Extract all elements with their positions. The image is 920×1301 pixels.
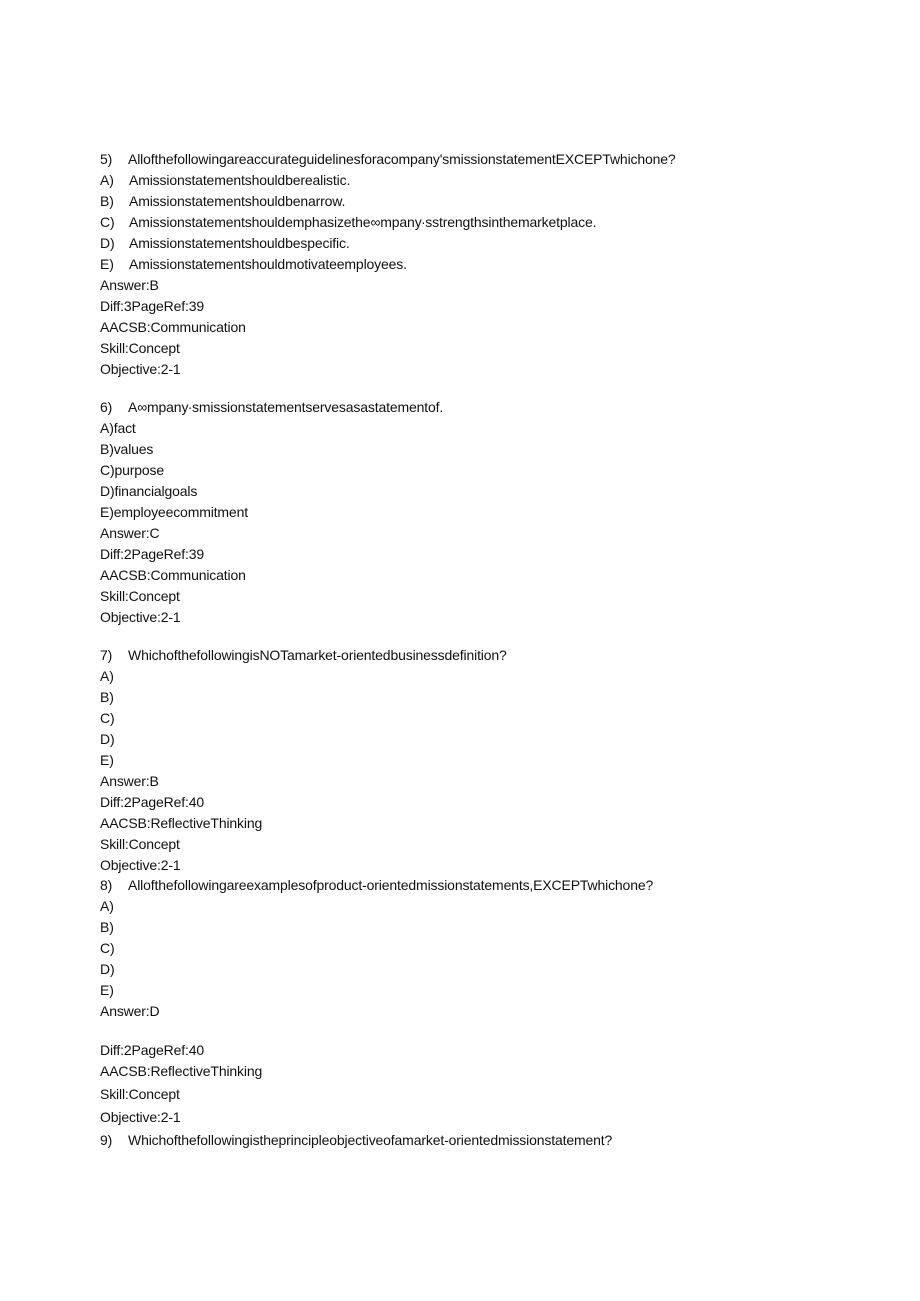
option-text: financialgoals <box>114 483 198 499</box>
option-text: employeecommitment <box>113 504 248 520</box>
skill-line: Skill:Concept <box>100 1086 180 1102</box>
question-text: Allofthefollowingareaccurateguidelinesforacompany'smissionstatementEXCEPTwhichone? <box>128 151 676 167</box>
option-d: D) <box>100 961 115 977</box>
option-letter: B) <box>100 441 114 457</box>
option-a <box>100 171 350 189</box>
option-a <box>100 419 136 437</box>
question-text: WhichofthefollowingisNOTamarket-orientedbusinessdefinition? <box>128 647 507 663</box>
answer-line: Answer:B <box>100 277 159 293</box>
option-d: D) <box>100 731 115 747</box>
question-text: Allofthefollowingareexamplesofproduct-orientedmissionstatements,EXCEPTwhichone? <box>128 877 654 893</box>
aacsb-line: AACSB:ReflectiveThinking <box>100 815 263 831</box>
question-number: 8) <box>100 877 113 893</box>
objective-line: Objective:2-1 <box>100 857 181 873</box>
difficulty-line: Diff:2PageRef:40 <box>100 1042 204 1058</box>
option-b: B) <box>100 919 114 935</box>
option-letter: B) <box>100 193 114 209</box>
option-text: fact <box>113 420 136 436</box>
option-text: Amissionstatementshouldberealistic. <box>129 172 351 188</box>
option-text: purpose <box>114 462 165 478</box>
option-a: A) <box>100 898 114 914</box>
answer-line: Answer:D <box>100 1003 160 1019</box>
question-number: 6) <box>100 399 113 415</box>
option-e: E) <box>100 752 114 768</box>
skill-line: Skill:Concept <box>100 836 180 852</box>
option-letter: E) <box>100 256 114 272</box>
question-6 <box>100 398 443 416</box>
skill-line: Skill:Concept <box>100 588 180 604</box>
option-letter: E) <box>100 504 114 520</box>
difficulty-line: Diff:2PageRef:40 <box>100 794 204 810</box>
option-b <box>100 440 153 458</box>
option-letter: C) <box>100 214 115 230</box>
question-text: A∞mpany∙smissionstatementservesasastatementof. <box>128 399 444 415</box>
question-number: 5) <box>100 151 113 167</box>
skill-line: Skill:Concept <box>100 340 180 356</box>
option-c: C) <box>100 710 115 726</box>
difficulty-line: Diff:3PageRef:39 <box>100 298 204 314</box>
question-number: 9) <box>100 1132 113 1148</box>
objective-line: Objective:2-1 <box>100 361 181 377</box>
option-letter: A) <box>100 172 114 188</box>
option-d <box>100 234 350 252</box>
option-text: Amissionstatementshouldmotivateemployees. <box>129 256 407 272</box>
question-9 <box>100 1131 612 1149</box>
objective-line: Objective:2-1 <box>100 1109 181 1125</box>
option-text: Amissionstatementshouldbenarrow. <box>129 193 346 209</box>
answer-line: Answer:B <box>100 773 159 789</box>
option-text: Amissionstatementshouldemphasizethe∞mpany∙sstrengthsinthemarketplace. <box>129 214 597 230</box>
option-letter: D) <box>100 483 115 499</box>
aacsb-line: AACSB:Communication <box>100 567 246 583</box>
question-7 <box>100 646 507 664</box>
option-b: B) <box>100 689 114 705</box>
option-c <box>100 461 164 479</box>
option-text: values <box>113 441 154 457</box>
objective-line: Objective:2-1 <box>100 609 181 625</box>
difficulty-line: Diff:2PageRef:39 <box>100 546 204 562</box>
question-number: 7) <box>100 647 113 663</box>
option-letter: C) <box>100 462 115 478</box>
option-text: Amissionstatementshouldbespecific. <box>129 235 350 251</box>
option-a: A) <box>100 668 114 684</box>
option-letter: D) <box>100 235 115 251</box>
question-8 <box>100 876 653 894</box>
option-e <box>100 503 248 521</box>
option-letter: A) <box>100 420 114 436</box>
option-c: C) <box>100 940 115 956</box>
aacsb-line: AACSB:Communication <box>100 319 246 335</box>
option-d <box>100 482 197 500</box>
answer-line: Answer:C <box>100 525 160 541</box>
question-text: Whichofthefollowingistheprincipleobjectiveofamarket-orientedmissionstatement? <box>128 1132 613 1148</box>
option-e <box>100 255 407 273</box>
option-e: E) <box>100 982 114 998</box>
question-5 <box>100 150 676 168</box>
option-c <box>100 213 596 231</box>
aacsb-line: AACSB:ReflectiveThinking <box>100 1063 263 1079</box>
option-b <box>100 192 345 210</box>
